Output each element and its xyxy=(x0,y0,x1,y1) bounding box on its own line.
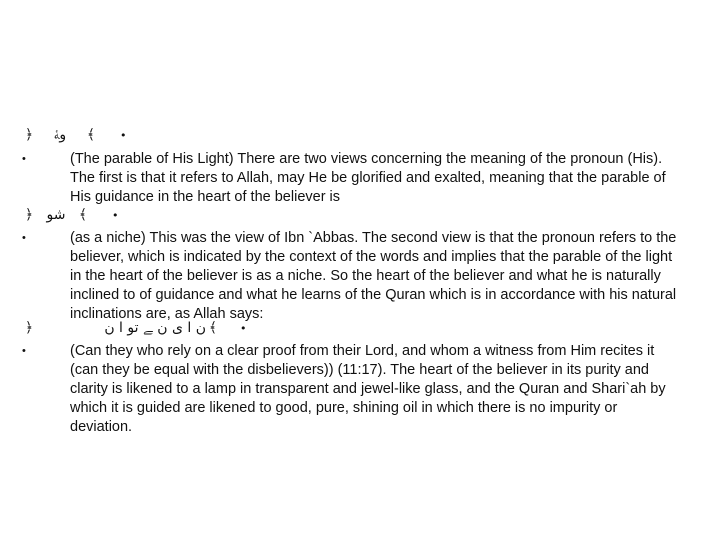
paragraph-1 xyxy=(22,150,682,207)
arabic-verse-text: ﻥ ﺍ ﻯ ﻥ ﮯ ﺗﻮ ﺍ ﻥ xyxy=(104,320,206,336)
verse-bracket-close: ﴾ xyxy=(208,320,218,336)
arabic-verse-text: ﺷﻮ xyxy=(46,207,66,223)
arabic-verse-line-2 xyxy=(22,204,682,226)
bullet-icon: • xyxy=(22,232,26,244)
paragraph-text: (The parable of His Light) There are two views concerning the meaning of the pronoun (His). The first is that it refers to Allah, may He be glorified and exalted, meaning that the parable of His guidance in the heart of the believer is xyxy=(70,151,666,205)
bullet-icon: • xyxy=(240,322,247,335)
verse-bracket-close: ﴾ xyxy=(86,127,96,143)
arabic-verse-line-3 xyxy=(22,317,682,339)
paragraph-text: (as a niche) This was the view of Ibn `Abbas. The second view is that the pronoun refers to the believer, which is indicated by the context of the words and implies that the parable of the light in the heart of the believer is as a niche. So the heart of the believer and what he is naturally inclined to of guidance and what he learns of the Quran which is in accordance with his natural inclinations are, as Allah says: xyxy=(70,230,677,322)
arabic-verse-line-1 xyxy=(22,124,682,146)
bullet-icon: • xyxy=(120,129,127,142)
bullet-icon: • xyxy=(112,209,119,222)
bullet-icon: • xyxy=(22,153,26,165)
verse-bracket-open: ﴿ xyxy=(24,320,34,336)
bullet-icon: • xyxy=(22,345,26,357)
verse-bracket-close: ﴾ xyxy=(78,207,88,223)
paragraph-text: (Can they who rely on a clear proof from their Lord, and whom a witness from Him recites it (can they be equal with the disbelievers)) (11:17). The heart of the believer in its purity and clarity is likened to a lamp in transparent and jewel-like glass, and the Quran and Shari`ah by which it is guided are likened to good, pure, shining oil in which there is no impurity or deviation. xyxy=(70,343,666,435)
verse-bracket-open: ﴿ xyxy=(24,127,34,143)
verse-bracket-open: ﴿ xyxy=(24,207,34,223)
paragraph-2 xyxy=(22,229,682,324)
paragraph-3 xyxy=(22,342,682,437)
arabic-verse-text: وﮥ xyxy=(53,127,67,143)
